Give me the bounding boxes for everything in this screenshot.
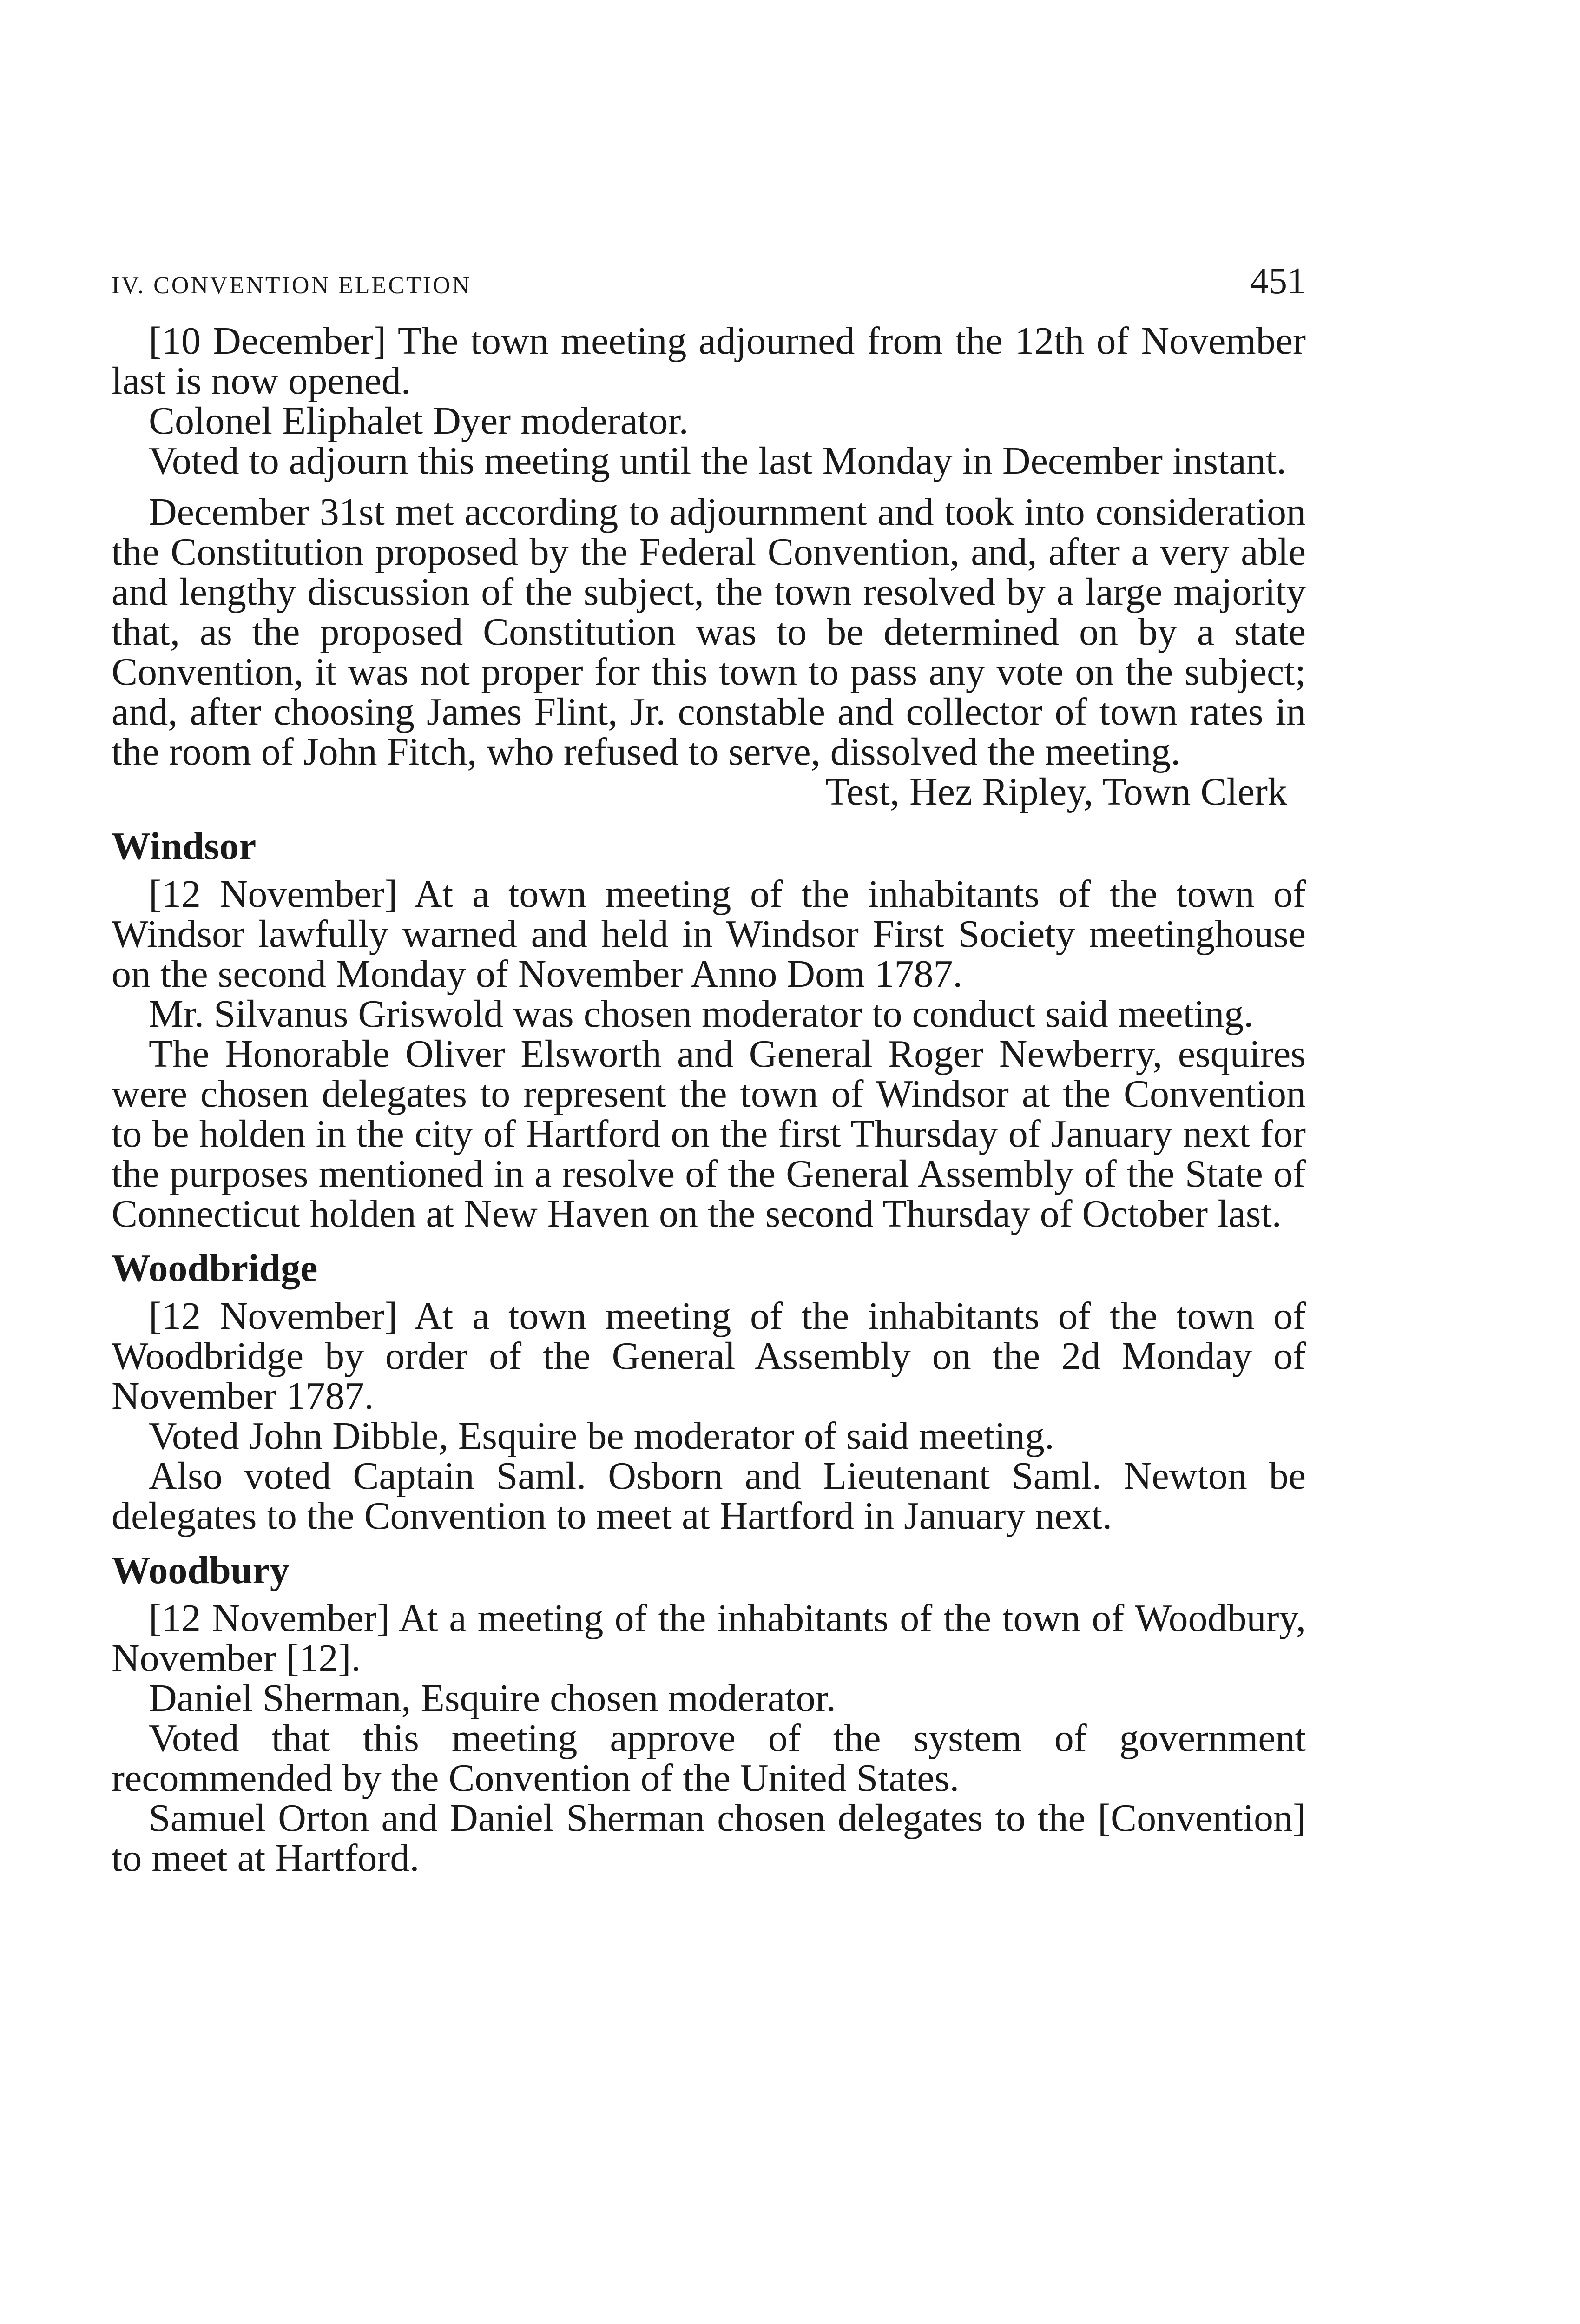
paragraph: Samuel Orton and Daniel Sherman chosen delegates to the [Convention] to meet at Hartford.: [112, 1796, 1306, 1880]
running-head: [112, 260, 1306, 303]
section-heading-woodbury: Woodbury: [112, 1549, 290, 1592]
paragraph: [12 November] At a town meeting of the inhabitants of the town of Windsor lawfully warned and held in Windsor First Society meetinghouse on the second Monday of November Anno Dom 1787.: [112, 872, 1306, 996]
section-title: IV. CONVENTION ELECTION: [112, 272, 472, 299]
woodbridge-section: [112, 1245, 1306, 1536]
paragraph: Daniel Sherman, Esquire chosen moderator.: [149, 1677, 836, 1720]
page-number: 451: [1250, 261, 1306, 302]
paragraph: Colonel Eliphalet Dyer moderator.: [149, 399, 689, 442]
paragraph: [12 November] At a town meeting of the inhabitants of the town of Woodbridge by order of the General Assembly on the 2d Monday of November 1787.: [112, 1294, 1306, 1418]
paragraph: The Honorable Oliver Elsworth and General Roger Newberry, esquires were chosen delegates to represent the town of Windsor at the Convention to be holden in the city of Hartford on the first Thursday of January next for the purposes mentioned in a resolve of the General Assembly of the State of Connecticut holden at New Haven on the second Thursday of October last.: [112, 1032, 1306, 1235]
intro-section: [112, 321, 1306, 812]
signature-line: Test, Hez Ripley, Town Clerk: [825, 770, 1287, 813]
paragraph: Voted that this meeting approve of the system of government recommended by the Convention of the United States.: [112, 1717, 1306, 1800]
section-heading-woodbridge: Woodbridge: [112, 1247, 318, 1290]
section-heading-windsor: Windsor: [112, 825, 257, 868]
paragraph: Also voted Captain Saml. Osborn and Lieutenant Saml. Newton be delegates to the Convention to meet at Hartford in January next.: [112, 1454, 1306, 1538]
woodbury-section: [112, 1547, 1306, 1878]
windsor-section: [112, 823, 1306, 1234]
paragraph: [10 December] The town meeting adjourned from the 12th of November last is now opened.: [112, 319, 1306, 403]
paragraph: December 31st met according to adjournment and took into consideration the Constitution proposed by the Federal Convention, and, after a very able and lengthy discussion of the subject, the town resolved by a large majority that, as the proposed Constitution was to be determined on by a state Convention, it was not proper for this town to pass any vote on the subject; and, after choosing James Flint, Jr. constable and collector of town rates in the room of John Fitch, who refused to serve, dissolved the meeting.: [112, 490, 1306, 773]
paragraph: [12 November] At a meeting of the inhabitants of the town of Woodbury, November [12].: [112, 1597, 1306, 1680]
document-page: [112, 260, 1306, 1878]
paragraph: Mr. Silvanus Griswold was chosen moderator to conduct said meeting.: [149, 992, 1254, 1036]
paragraph: Voted John Dibble, Esquire be moderator of said meeting.: [149, 1414, 1054, 1458]
paragraph: Voted to adjourn this meeting until the last Monday in December instant.: [149, 439, 1287, 482]
